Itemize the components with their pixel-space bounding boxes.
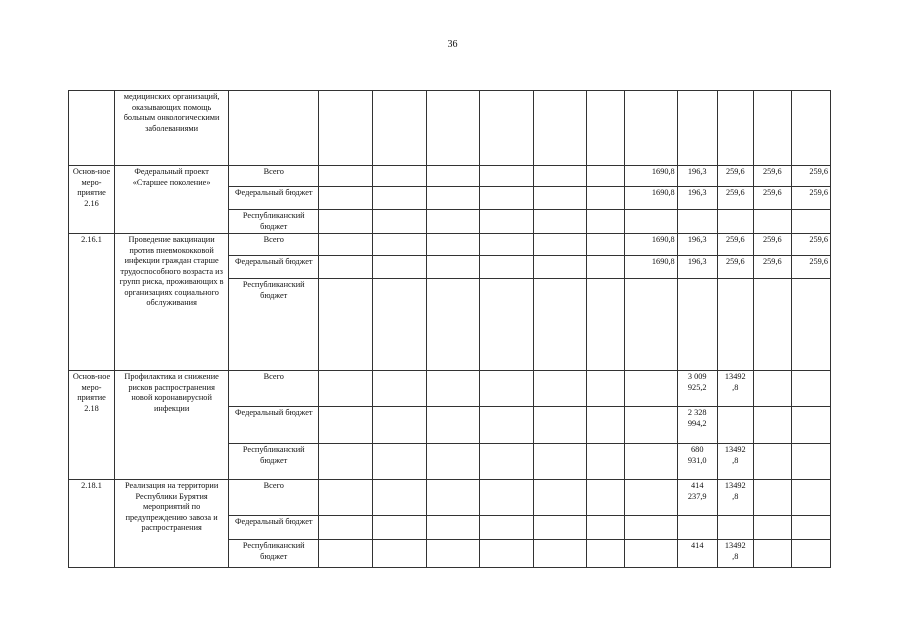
value-cell: 680 931,0	[677, 444, 717, 480]
value-cell: 13492 ,8	[717, 444, 753, 480]
source-cell: Федеральный бюджет	[229, 516, 319, 540]
value-cell: 13492 ,8	[717, 540, 753, 568]
source-cell: Федеральный бюджет	[229, 187, 319, 210]
source-cell: Республиканский бюджет	[229, 444, 319, 480]
source-cell: Всего	[229, 480, 319, 516]
value-cell: 414 237,9	[677, 480, 717, 516]
activity-name-cell: Проведение вакцинации против пневмококковой инфекции граждан старше трудоспособного возраста из групп риска, проживающих в организациях социального обслуживания	[115, 234, 229, 371]
value-cell: 1690,8	[624, 234, 677, 256]
source-cell: Всего	[229, 234, 319, 256]
value-cell: 13492 ,8	[717, 480, 753, 516]
value-cell: 196,3	[677, 256, 717, 279]
value-cell: 414	[677, 540, 717, 568]
value-cell: 259,6	[717, 166, 753, 187]
value-cell: 196,3	[677, 166, 717, 187]
value-cell: 1690,8	[624, 166, 677, 187]
table-row	[69, 91, 831, 166]
value-cell: 196,3	[677, 234, 717, 256]
activity-name-cell: Реализация на территории Республики Бурятия мероприятий по предупреждению завоза и распространения	[115, 480, 229, 568]
value-cell: 259,6	[791, 187, 830, 210]
page-number: 36	[447, 39, 458, 50]
value-cell: 2 328 994,2	[677, 407, 717, 444]
value-cell: 259,6	[717, 234, 753, 256]
source-cell: Федеральный бюджет	[229, 407, 319, 444]
value-cell: 259,6	[791, 234, 830, 256]
source-cell: Всего	[229, 166, 319, 187]
source-cell: Республиканский бюджет	[229, 540, 319, 568]
source-cell: Республиканский бюджет	[229, 210, 319, 234]
activity-name-cell: Федеральный проект «Старшее поколение»	[115, 166, 229, 234]
value-cell: 259,6	[791, 256, 830, 279]
source-cell: Республиканский бюджет	[229, 279, 319, 371]
table-row	[69, 234, 831, 256]
code-cell: 2.16.1	[69, 234, 115, 371]
activity-name-cell: Профилактика и снижение рисков распространения новой коронавирусной инфекции	[115, 371, 229, 480]
source-cell: Всего	[229, 371, 319, 407]
table-row	[69, 480, 831, 516]
code-cell: Основ-ное меро-приятие 2.18	[69, 371, 115, 480]
value-cell: 1690,8	[624, 256, 677, 279]
code-cell: Основ-ное меро-приятие 2.16	[69, 166, 115, 234]
value-cell: 259,6	[753, 256, 791, 279]
value-cell: 259,6	[753, 187, 791, 210]
value-cell: 259,6	[753, 234, 791, 256]
value-cell: 13492 ,8	[717, 371, 753, 407]
table-row	[69, 166, 831, 187]
value-cell: 3 009 925,2	[677, 371, 717, 407]
code-cell: 2.18.1	[69, 480, 115, 568]
table-row	[69, 371, 831, 407]
value-cell: 196,3	[677, 187, 717, 210]
code-cell	[69, 91, 115, 166]
source-cell	[229, 91, 319, 166]
budget-table	[68, 90, 831, 568]
activity-name-cell: медицинских организаций, оказывающих помощь больным онкологическими заболеваниями	[115, 91, 229, 166]
value-cell: 259,6	[717, 187, 753, 210]
value-cell: 1690,8	[624, 187, 677, 210]
value-cell: 259,6	[791, 166, 830, 187]
value-cell: 259,6	[753, 166, 791, 187]
value-cell: 259,6	[717, 256, 753, 279]
source-cell: Федеральный бюджет	[229, 256, 319, 279]
